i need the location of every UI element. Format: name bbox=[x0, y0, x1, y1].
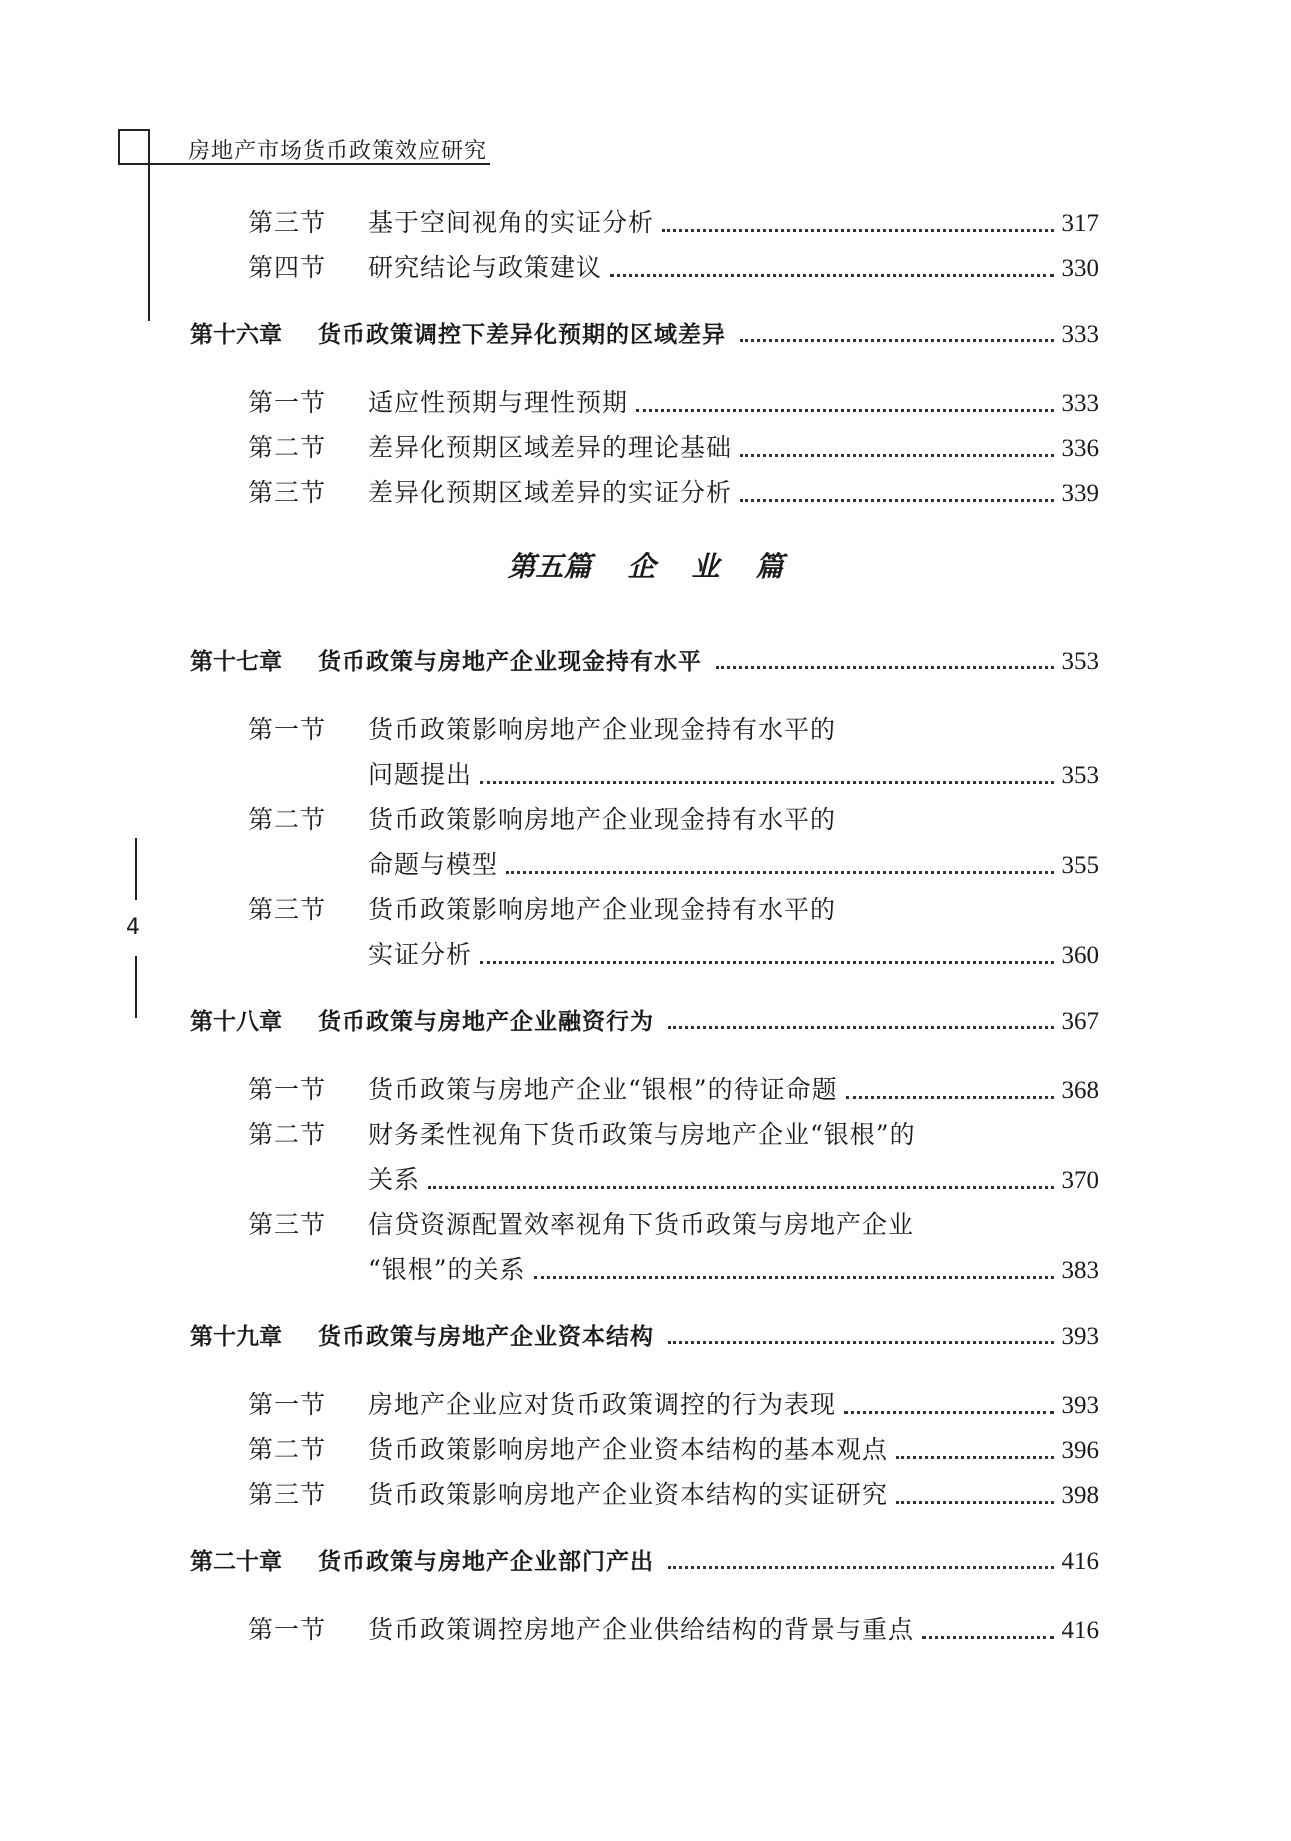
section-page: 416 bbox=[1061, 1617, 1099, 1644]
toc-section-17-1-cont[interactable] bbox=[368, 755, 1099, 791]
section-page: 393 bbox=[1061, 1392, 1099, 1419]
chapter-title: 货币政策调控下差异化预期的区域差异 bbox=[318, 322, 726, 348]
section-number: 第一节 bbox=[248, 1075, 327, 1104]
part-name-char: 业 bbox=[691, 550, 720, 583]
section-title-line1: 信贷资源配置效率视角下货币政策与房地产企业 bbox=[368, 1210, 915, 1239]
part-number: 第五篇 bbox=[507, 550, 592, 583]
leader-dots bbox=[740, 499, 1053, 502]
chapter-page: 367 bbox=[1061, 1008, 1099, 1035]
toc-section-19-3[interactable] bbox=[248, 1475, 1099, 1511]
toc-section-18-2[interactable] bbox=[248, 1115, 1099, 1151]
leader-dots bbox=[480, 781, 1053, 784]
section-number: 第三节 bbox=[248, 208, 327, 237]
leader-dots bbox=[896, 1501, 1053, 1504]
chapter-number: 第十七章 bbox=[190, 649, 282, 675]
toc-section-17-3-cont[interactable] bbox=[368, 935, 1099, 971]
section-title-line1: 财务柔性视角下货币政策与房地产企业“银根”的 bbox=[368, 1120, 916, 1149]
section-title: 货币政策调控房地产企业供给结构的背景与重点 bbox=[368, 1615, 915, 1644]
section-number: 第一节 bbox=[248, 1390, 327, 1419]
section-number: 第一节 bbox=[248, 1615, 327, 1644]
section-title: 货币政策影响房地产企业资本结构的基本观点 bbox=[368, 1435, 889, 1464]
header-frame-left bbox=[118, 129, 120, 164]
section-number: 第三节 bbox=[248, 1210, 327, 1239]
leader-dots bbox=[896, 1456, 1053, 1459]
section-number: 第四节 bbox=[248, 253, 327, 282]
leader-dots bbox=[636, 409, 1053, 412]
leader-dots bbox=[662, 229, 1053, 232]
toc-section-15-4[interactable] bbox=[248, 248, 1099, 284]
part-heading bbox=[0, 545, 1291, 585]
section-page: 370 bbox=[1061, 1167, 1099, 1194]
section-title-line2: “银根”的关系 bbox=[368, 1255, 526, 1284]
section-number: 第二节 bbox=[248, 433, 327, 462]
section-page: 353 bbox=[1061, 762, 1099, 789]
leader-dots bbox=[668, 1566, 1054, 1569]
chapter-number: 第十九章 bbox=[190, 1324, 282, 1350]
toc-section-18-3-cont[interactable] bbox=[368, 1250, 1099, 1286]
toc-section-19-1[interactable] bbox=[248, 1385, 1099, 1421]
section-number: 第三节 bbox=[248, 478, 327, 507]
section-page: 333 bbox=[1061, 390, 1099, 417]
toc-section-17-3[interactable] bbox=[248, 890, 1099, 926]
header-vertical-rule bbox=[148, 129, 150, 321]
section-title-line1: 货币政策影响房地产企业现金持有水平的 bbox=[368, 895, 837, 924]
toc-chapter-17[interactable] bbox=[190, 643, 1099, 676]
leader-dots bbox=[668, 1341, 1054, 1344]
section-title-line2: 命题与模型 bbox=[368, 850, 499, 879]
section-title: 差异化预期区域差异的理论基础 bbox=[368, 433, 733, 462]
leader-dots bbox=[428, 1186, 1053, 1189]
section-title-line2: 问题提出 bbox=[368, 760, 473, 789]
chapter-page: 416 bbox=[1061, 1548, 1099, 1575]
toc-section-17-1[interactable] bbox=[248, 710, 1099, 746]
toc-section-16-2[interactable] bbox=[248, 428, 1099, 464]
section-number: 第二节 bbox=[248, 805, 327, 834]
toc-chapter-20[interactable] bbox=[190, 1543, 1099, 1576]
section-number: 第三节 bbox=[248, 1480, 327, 1509]
section-title: 差异化预期区域差异的实证分析 bbox=[368, 478, 733, 507]
section-page: 330 bbox=[1061, 255, 1099, 282]
section-title: 适应性预期与理性预期 bbox=[368, 388, 629, 417]
toc-section-16-3[interactable] bbox=[248, 473, 1099, 509]
section-title: 研究结论与政策建议 bbox=[368, 253, 603, 282]
leader-dots bbox=[922, 1636, 1053, 1639]
section-title-line1: 货币政策影响房地产企业现金持有水平的 bbox=[368, 715, 837, 744]
section-title-line1: 货币政策影响房地产企业现金持有水平的 bbox=[368, 805, 837, 834]
toc-chapter-16[interactable] bbox=[190, 316, 1099, 349]
leader-dots bbox=[740, 454, 1053, 457]
toc-section-17-2[interactable] bbox=[248, 800, 1099, 836]
toc-section-18-3[interactable] bbox=[248, 1205, 1099, 1241]
chapter-page: 393 bbox=[1061, 1323, 1099, 1350]
toc-section-20-1[interactable] bbox=[248, 1610, 1099, 1646]
chapter-number: 第十八章 bbox=[190, 1009, 282, 1035]
leader-dots bbox=[480, 961, 1053, 964]
section-page: 398 bbox=[1061, 1482, 1099, 1509]
section-page: 396 bbox=[1061, 1437, 1099, 1464]
leader-dots bbox=[844, 1411, 1053, 1414]
chapter-number: 第二十章 bbox=[190, 1549, 282, 1575]
leader-dots bbox=[506, 871, 1053, 874]
toc-section-15-3[interactable] bbox=[248, 203, 1099, 239]
page-number-rule-bottom bbox=[135, 956, 137, 1018]
toc-section-18-1[interactable] bbox=[248, 1070, 1099, 1106]
section-page: 360 bbox=[1061, 942, 1099, 969]
chapter-page: 333 bbox=[1061, 321, 1099, 348]
toc-section-17-2-cont[interactable] bbox=[368, 845, 1099, 881]
section-page: 317 bbox=[1061, 210, 1099, 237]
section-title: 房地产企业应对货币政策调控的行为表现 bbox=[368, 1390, 837, 1419]
section-number: 第二节 bbox=[248, 1435, 327, 1464]
section-title: 货币政策影响房地产企业资本结构的实证研究 bbox=[368, 1480, 889, 1509]
section-number: 第三节 bbox=[248, 895, 327, 924]
section-title: 基于空间视角的实证分析 bbox=[368, 208, 655, 237]
section-number: 第二节 bbox=[248, 1120, 327, 1149]
toc-chapter-18[interactable] bbox=[190, 1003, 1099, 1036]
section-page: 368 bbox=[1061, 1077, 1099, 1104]
section-title-line2: 实证分析 bbox=[368, 940, 473, 969]
section-page: 355 bbox=[1061, 852, 1099, 879]
chapter-page: 353 bbox=[1061, 648, 1099, 675]
leader-dots bbox=[668, 1026, 1054, 1029]
leader-dots bbox=[846, 1096, 1054, 1099]
chapter-number: 第十六章 bbox=[190, 322, 282, 348]
toc-section-19-2[interactable] bbox=[248, 1430, 1099, 1466]
chapter-title: 货币政策与房地产企业部门产出 bbox=[318, 1549, 654, 1575]
section-title-line2: 关系 bbox=[368, 1165, 421, 1194]
chapter-title: 货币政策与房地产企业资本结构 bbox=[318, 1324, 654, 1350]
chapter-title: 货币政策与房地产企业现金持有水平 bbox=[318, 649, 702, 675]
chapter-title: 货币政策与房地产企业融资行为 bbox=[318, 1009, 654, 1035]
section-page: 336 bbox=[1061, 435, 1099, 462]
toc-section-18-2-cont[interactable] bbox=[368, 1160, 1099, 1196]
toc-chapter-19[interactable] bbox=[190, 1318, 1099, 1351]
section-page: 339 bbox=[1061, 480, 1099, 507]
section-title: 货币政策与房地产企业“银根”的待证命题 bbox=[368, 1075, 838, 1104]
leader-dots bbox=[610, 274, 1053, 277]
leader-dots bbox=[740, 339, 1054, 342]
leader-dots bbox=[534, 1276, 1054, 1279]
running-header-title: 房地产市场货币政策效应研究 bbox=[188, 139, 488, 164]
part-name-char: 篇 bbox=[755, 550, 784, 583]
page-number: 4 bbox=[126, 915, 140, 940]
part-name-char: 企 bbox=[627, 550, 656, 583]
section-page: 383 bbox=[1061, 1257, 1099, 1284]
page-number-rule-top bbox=[135, 838, 137, 900]
toc-section-16-1[interactable] bbox=[248, 383, 1099, 419]
leader-dots bbox=[716, 666, 1054, 669]
header-frame-top bbox=[118, 129, 149, 131]
section-number: 第一节 bbox=[248, 388, 327, 417]
section-number: 第一节 bbox=[248, 715, 327, 744]
